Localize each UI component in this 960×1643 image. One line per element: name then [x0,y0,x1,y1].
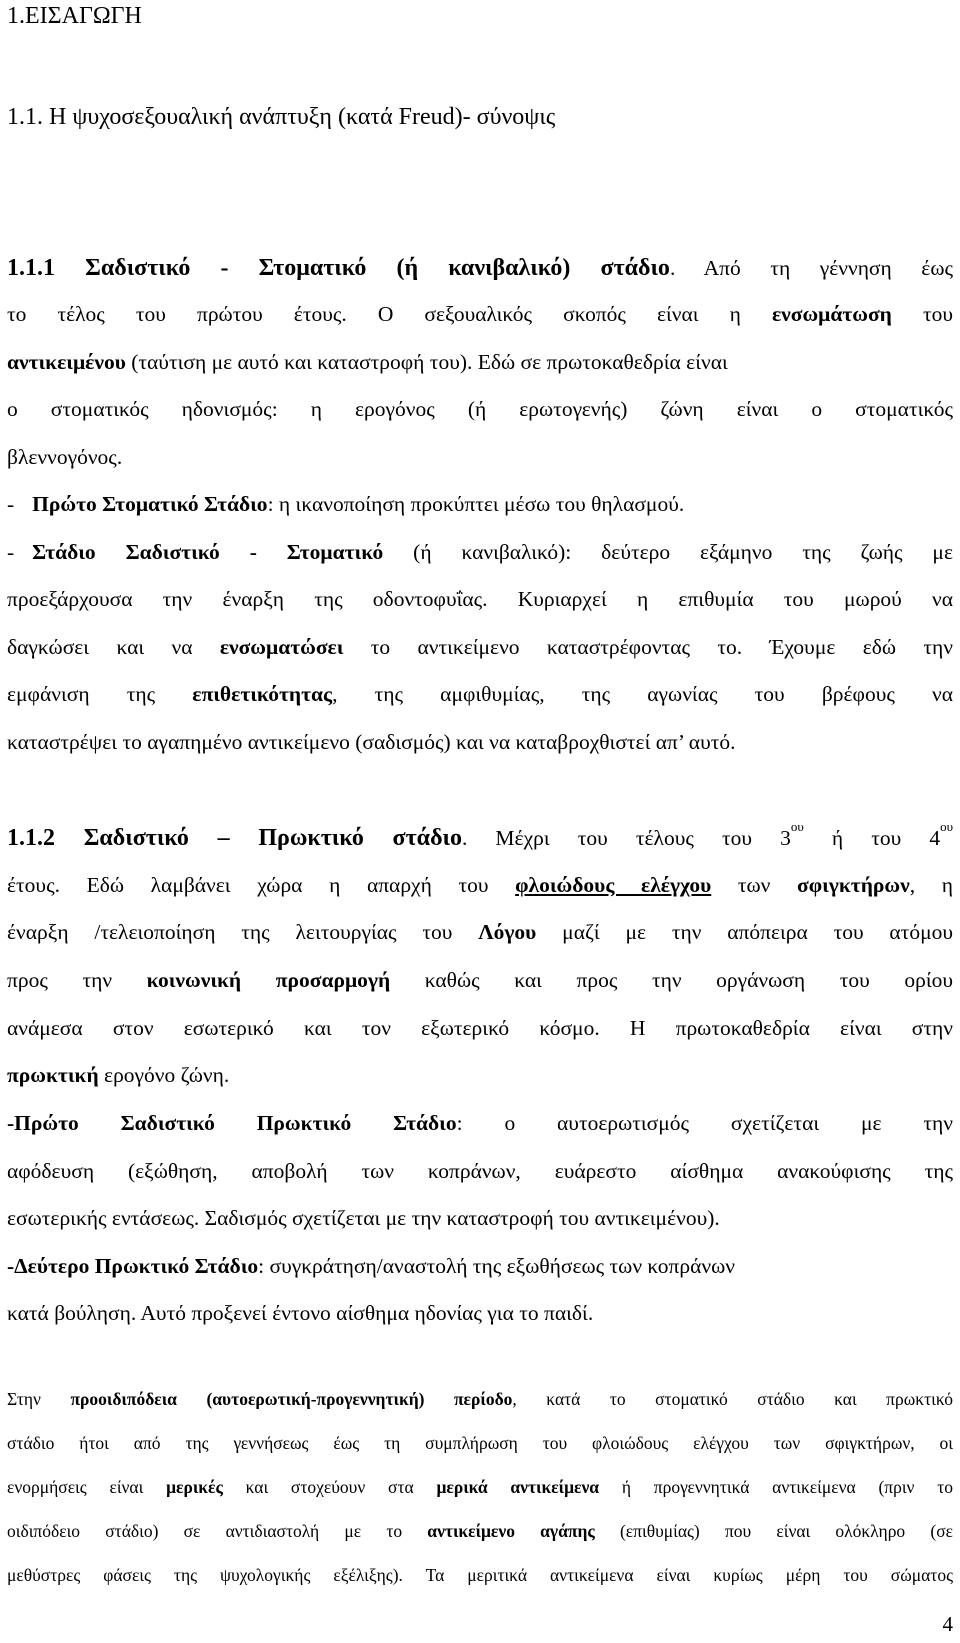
bullet-first-anal-stage [7,1113,953,1135]
dash: - [7,492,15,516]
bold-term: πρωκτική [7,1063,99,1087]
bold-term: ενσωματώσει [219,635,344,659]
section-1-1-2-line-2 [7,875,953,897]
bold-term: Στάδιο Σαδιστικό - Στοματικό [32,540,384,564]
text: οιδιπόδειο στάδιο) σε αντιδιαστολή με το [7,1521,428,1541]
section-1-1-1-line-3 [7,352,728,374]
section-1-1-2-line-4 [7,970,953,992]
text: δαγκώσει και να [7,635,220,659]
section-1-1-2-line-8: αφόδευση (εξώθηση, αποβολή των κοπράνων, ευάρεστο αίσθημα ανακούφισης της [7,1159,953,1183]
text: . Μέχρι του τέλους του 3 [461,826,791,850]
heading-1-1: 1.1. Η ψυχοσεξουαλική ανάπτυξη (κατά Freud)- σύνοψις [7,104,556,130]
bullet-first-oral-stage [7,494,684,516]
text: ερογόνο ζώνη. [98,1063,230,1087]
section-1-1-2-line-6 [7,1065,229,1087]
text: ή του 4 [803,826,941,850]
superscript: ου [940,819,954,834]
bold-term: κοινωνική προσαρμογή [146,968,391,992]
page-number: 4 [942,1612,953,1636]
text: ενορμήσεις είναι [7,1477,167,1497]
bold-term: -Δεύτερο Πρωκτικό Στάδιο [7,1254,259,1278]
bold-term: Πρώτο Στοματικό Στάδιο [32,492,268,516]
section-1-1-2-line-3 [7,922,953,944]
bold-term: ενσωμάτωση [771,302,892,326]
text: το αντικείμενο καταστρέφοντας το. Έχουμε εδώ την [343,635,953,659]
superscript: ου [790,819,804,834]
bold-term: -Πρώτο Σαδιστικό Πρωκτικό Στάδιο [7,1111,457,1135]
bullet-sadistic-oral-stage [7,542,953,564]
text: του [891,302,953,326]
bold-term: μερικά αντικείμενα [436,1477,600,1497]
text: : συγκράτηση/αναστολή της εξωθήσεως των κοπράνων [258,1254,735,1278]
text: των [711,873,798,897]
section-title: 1.1.1 Σαδιστικό - Στοματικό (ή κανιβαλικό) στάδιο [7,255,670,281]
text: ή προγεννητικά αντικείμενα (πριν το [599,1477,954,1497]
heading-1: 1.ΕΙΣΑΓΩΓΗ [7,3,142,29]
section-1-1-1-line-10 [7,684,953,706]
section-1-1-1-line-4: ο στοματικός ηδονισμός: η ερογόνος (ή ερωτογενής) ζώνη είναι ο στοματικός [7,397,953,421]
pregenital-paragraph-line-2: στάδιο ήτοι από της γεννήσεως έως τη συμπλήρωση του φλοιώδους ελέγχου των σφιγκτήρων, οι [7,1433,953,1453]
section-title: 1.1.2 Σαδιστικό – Πρωκτικό στάδιο [7,825,462,851]
text: έτους. Εδώ λαμβάνει χώρα η απαρχή του [7,873,516,897]
section-1-1-2-line-9: εσωτερικής εντάσεως. Σαδισμός σχετίζεται με την καταστροφή του αντικειμένου). [7,1206,720,1230]
pregenital-paragraph-line-5: μεθύστρες φάσεις της ψυχολογικής εξέλιξης). Τα μεριτικά αντικείμενα είναι κυρίως μέρη του σώματος [7,1565,953,1585]
section-1-1-2-line-1 [7,819,954,851]
dash: - [7,540,15,564]
bullet-second-anal-stage [7,1256,735,1278]
text: το τέλος του πρώτου έτους. Ο σεξουαλικός σκοπός είναι η [7,302,772,326]
section-1-1-1-line-8: προεξάρχουσα την έναρξη της οδοντοφυΐας. Κυριαρχεί η επιθυμία του μωρού να [7,587,953,611]
text: , κατά το στοματικό στάδιο και πρωκτικό [512,1389,953,1409]
text: : η ικανοποίηση προκύπτει μέσω του θηλασμού. [267,492,685,516]
text: και στοχεύουν στα [222,1477,437,1497]
text: . Από τη γέννηση έως [669,256,953,280]
text: εμφάνιση της [7,682,193,706]
text: (ταύτιση με αυτό και καταστροφή του). Εδώ σε πρωτοκαθεδρία είναι [125,350,728,374]
section-1-1-1-line-9 [7,637,953,659]
section-1-1-1-line-1 [7,256,953,280]
section-1-1-2-line-11: κατά βούληση. Αυτό προξενεί έντονο αίσθημα ηδονίας για το παιδί. [7,1301,594,1325]
bold-term: σφιγκτήρων [797,873,910,897]
text: (επιθυμίας) που είναι ολόκληρο (σε [594,1521,953,1541]
bold-term: προοιδιπόδεια (αυτοερωτική-προγεννητική) περίοδο [70,1389,513,1409]
text: Στην [7,1389,71,1409]
bold-term: επιθετικότητας [192,682,333,706]
text: , η [909,873,953,897]
bold-term: μερικές [166,1477,223,1497]
section-1-1-2-line-5: ανάμεσα στον εσωτερικό και τον εξωτερικό κόσμο. Η πρωτοκαθεδρία είναι στην [7,1016,953,1040]
text: : ο αυτοερωτισμός σχετίζεται με την [456,1111,953,1135]
text: (ή κανιβαλικό): δεύτερο εξάμηνο της ζωής με [383,540,953,564]
text: , της αμφιθυμίας, της αγωνίας του βρέφους να [332,682,954,706]
bold-term: αντικείμενο αγάπης [427,1521,595,1541]
bold-term: Λόγου [478,920,537,944]
text: μαζί με την απόπειρα του ατόμου [536,920,953,944]
section-1-1-1-line-11: καταστρέψει το αγαπημένο αντικείμενο (σαδισμός) και να καταβροχθιστεί απ’ αυτό. [7,730,736,754]
pregenital-paragraph-line-1 [7,1391,953,1409]
bold-underlined-term: φλοιώδους ελέγχου [515,873,712,897]
text: καθώς και προς την οργάνωση του ορίου [390,968,954,992]
text: προς την [7,968,147,992]
section-1-1-1-line-5: βλεννογόνος. [7,445,123,469]
pregenital-paragraph-line-3 [7,1479,953,1497]
bold-term: αντικειμένου [7,350,126,374]
text: έναρξη /τελειοποίηση της λειτουργίας του [7,920,479,944]
section-1-1-1-line-2 [7,304,953,326]
pregenital-paragraph-line-4 [7,1523,953,1541]
